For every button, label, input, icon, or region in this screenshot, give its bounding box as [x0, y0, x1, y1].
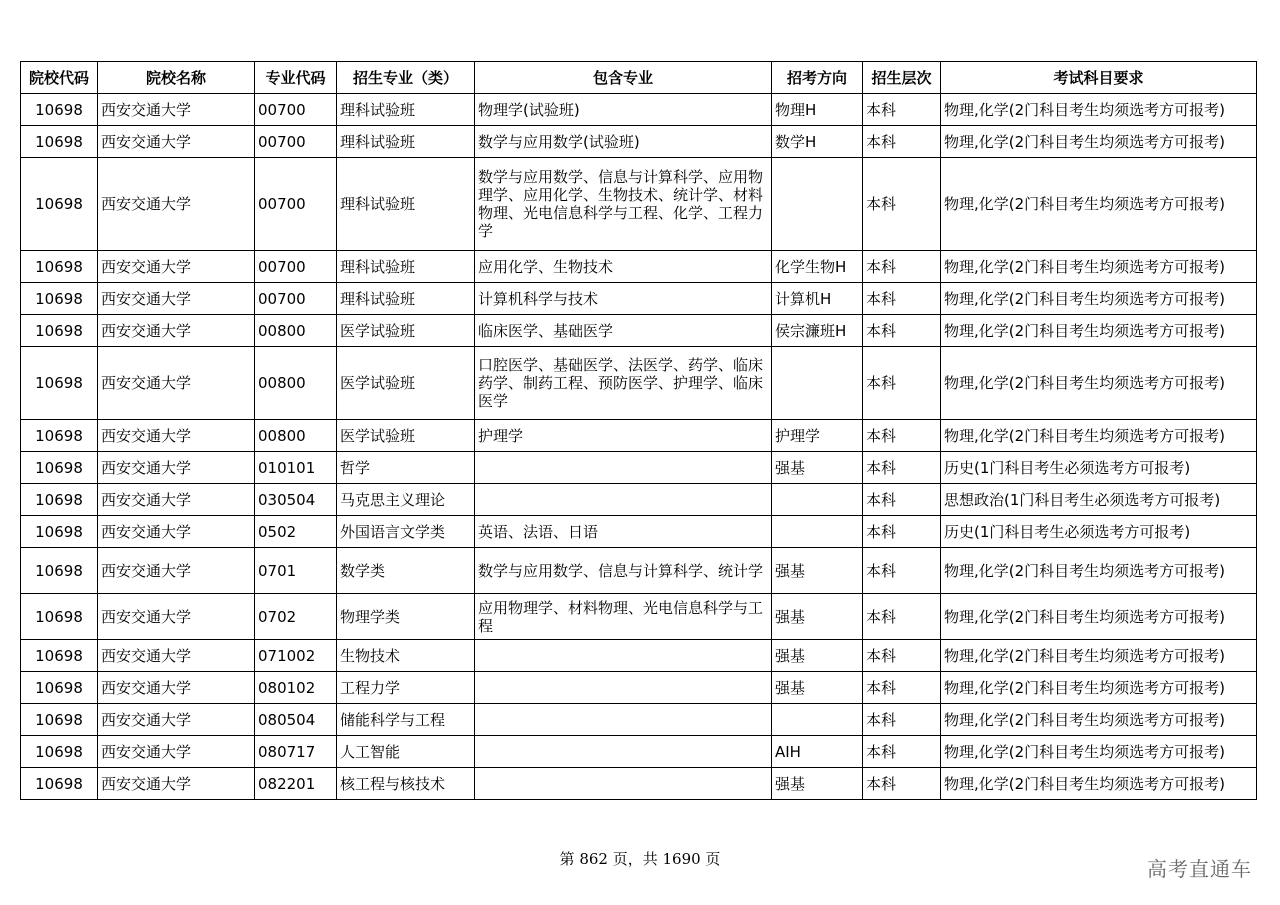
- cell-major-code: 0702: [255, 594, 337, 640]
- cell-school-name: 西安交通大学: [98, 484, 255, 516]
- cell-major: 外国语言文学类: [337, 516, 475, 548]
- cell-major: 马克思主义理论: [337, 484, 475, 516]
- cell-major: 医学试验班: [337, 420, 475, 452]
- cell-level: 本科: [863, 516, 941, 548]
- table-body: [21, 94, 1257, 800]
- cell-requirement: 物理,化学(2门科目考生均须选考方可报考): [941, 283, 1257, 315]
- cell-school-name: 西安交通大学: [98, 315, 255, 347]
- cell-includes: 计算机科学与技术: [475, 283, 772, 315]
- cell-major-code: 071002: [255, 640, 337, 672]
- cell-requirement: 物理,化学(2门科目考生均须选考方可报考): [941, 736, 1257, 768]
- header-requirement: 考试科目要求: [941, 62, 1257, 94]
- cell-requirement: 物理,化学(2门科目考生均须选考方可报考): [941, 126, 1257, 158]
- cell-major-code: 00700: [255, 283, 337, 315]
- cell-level: 本科: [863, 484, 941, 516]
- cell-major-code: 00700: [255, 251, 337, 283]
- cell-direction: 强基: [772, 452, 863, 484]
- header-level: 招生层次: [863, 62, 941, 94]
- cell-includes: 数学与应用数学、信息与计算科学、应用物理学、应用化学、生物技术、统计学、材料物理、光电信息科学与工程、化学、工程力学: [475, 158, 772, 251]
- cell-includes: 数学与应用数学、信息与计算科学、统计学: [475, 548, 772, 594]
- cell-school-code: 10698: [21, 516, 98, 548]
- cell-includes: 物理学(试验班): [475, 94, 772, 126]
- cell-major-code: 0502: [255, 516, 337, 548]
- cell-includes: [475, 704, 772, 736]
- cell-school-code: 10698: [21, 283, 98, 315]
- cell-direction: 化学生物H: [772, 251, 863, 283]
- cell-major: 工程力学: [337, 672, 475, 704]
- cell-requirement: 物理,化学(2门科目考生均须选考方可报考): [941, 420, 1257, 452]
- cell-major-code: 00700: [255, 158, 337, 251]
- cell-direction: 侯宗濂班H: [772, 315, 863, 347]
- cell-major-code: 080504: [255, 704, 337, 736]
- cell-major-code: 010101: [255, 452, 337, 484]
- cell-requirement: 历史(1门科目考生必须选考方可报考): [941, 516, 1257, 548]
- cell-school-code: 10698: [21, 768, 98, 800]
- cell-school-code: 10698: [21, 672, 98, 704]
- table-row: [21, 315, 1257, 347]
- cell-direction: 数学H: [772, 126, 863, 158]
- cell-major: 储能科学与工程: [337, 704, 475, 736]
- cell-direction: 强基: [772, 594, 863, 640]
- cell-requirement: 物理,化学(2门科目考生均须选考方可报考): [941, 594, 1257, 640]
- cell-major-code: 080102: [255, 672, 337, 704]
- table-row: [21, 736, 1257, 768]
- cell-major: 理科试验班: [337, 283, 475, 315]
- cell-direction: [772, 516, 863, 548]
- cell-school-code: 10698: [21, 640, 98, 672]
- cell-major-code: 082201: [255, 768, 337, 800]
- cell-level: 本科: [863, 594, 941, 640]
- table-row: [21, 672, 1257, 704]
- cell-school-name: 西安交通大学: [98, 548, 255, 594]
- cell-major-code: 00700: [255, 126, 337, 158]
- cell-major: 理科试验班: [337, 158, 475, 251]
- header-includes: 包含专业: [475, 62, 772, 94]
- header-major: 招生专业（类）: [337, 62, 475, 94]
- cell-major: 理科试验班: [337, 94, 475, 126]
- cell-includes: [475, 736, 772, 768]
- cell-major: 哲学: [337, 452, 475, 484]
- cell-includes: [475, 672, 772, 704]
- table-row: [21, 347, 1257, 420]
- cell-includes: 护理学: [475, 420, 772, 452]
- cell-school-code: 10698: [21, 736, 98, 768]
- cell-school-name: 西安交通大学: [98, 158, 255, 251]
- cell-level: 本科: [863, 704, 941, 736]
- cell-level: 本科: [863, 315, 941, 347]
- table-row: [21, 158, 1257, 251]
- cell-requirement: 物理,化学(2门科目考生均须选考方可报考): [941, 548, 1257, 594]
- cell-level: 本科: [863, 347, 941, 420]
- cell-requirement: 物理,化学(2门科目考生均须选考方可报考): [941, 672, 1257, 704]
- cell-school-code: 10698: [21, 594, 98, 640]
- cell-school-code: 10698: [21, 347, 98, 420]
- table-row: [21, 94, 1257, 126]
- cell-school-name: 西安交通大学: [98, 516, 255, 548]
- header-row: [21, 62, 1257, 94]
- header-school-name: 院校名称: [98, 62, 255, 94]
- cell-level: 本科: [863, 94, 941, 126]
- cell-includes: [475, 768, 772, 800]
- cell-includes: [475, 484, 772, 516]
- cell-includes: 应用物理学、材料物理、光电信息科学与工程: [475, 594, 772, 640]
- cell-school-name: 西安交通大学: [98, 672, 255, 704]
- cell-school-code: 10698: [21, 704, 98, 736]
- header-direction: 招考方向: [772, 62, 863, 94]
- cell-major: 理科试验班: [337, 251, 475, 283]
- cell-school-code: 10698: [21, 315, 98, 347]
- cell-direction: 物理H: [772, 94, 863, 126]
- page-number: 第 862 页，共 1690 页: [559, 850, 721, 868]
- table-row: [21, 126, 1257, 158]
- cell-level: 本科: [863, 158, 941, 251]
- cell-school-code: 10698: [21, 484, 98, 516]
- cell-requirement: 物理,化学(2门科目考生均须选考方可报考): [941, 94, 1257, 126]
- cell-major-code: 00700: [255, 94, 337, 126]
- cell-level: 本科: [863, 283, 941, 315]
- cell-school-name: 西安交通大学: [98, 594, 255, 640]
- cell-school-name: 西安交通大学: [98, 704, 255, 736]
- cell-level: 本科: [863, 452, 941, 484]
- cell-level: 本科: [863, 548, 941, 594]
- cell-major-code: 080717: [255, 736, 337, 768]
- cell-requirement: 物理,化学(2门科目考生均须选考方可报考): [941, 347, 1257, 420]
- cell-school-name: 西安交通大学: [98, 736, 255, 768]
- cell-school-name: 西安交通大学: [98, 452, 255, 484]
- cell-major: 医学试验班: [337, 347, 475, 420]
- cell-school-code: 10698: [21, 452, 98, 484]
- cell-school-code: 10698: [21, 251, 98, 283]
- cell-level: 本科: [863, 672, 941, 704]
- cell-level: 本科: [863, 768, 941, 800]
- cell-direction: 强基: [772, 548, 863, 594]
- cell-major-code: 030504: [255, 484, 337, 516]
- header-major-code: 专业代码: [255, 62, 337, 94]
- cell-direction: [772, 484, 863, 516]
- cell-school-code: 10698: [21, 126, 98, 158]
- cell-major-code: 00800: [255, 347, 337, 420]
- table-row: [21, 484, 1257, 516]
- cell-major: 核工程与核技术: [337, 768, 475, 800]
- cell-direction: [772, 704, 863, 736]
- cell-school-name: 西安交通大学: [98, 640, 255, 672]
- cell-includes: 应用化学、生物技术: [475, 251, 772, 283]
- cell-direction: 强基: [772, 640, 863, 672]
- cell-major: 医学试验班: [337, 315, 475, 347]
- table-row: [21, 452, 1257, 484]
- table-row: [21, 251, 1257, 283]
- cell-school-name: 西安交通大学: [98, 94, 255, 126]
- table-row: [21, 704, 1257, 736]
- cell-direction: [772, 158, 863, 251]
- cell-school-name: 西安交通大学: [98, 768, 255, 800]
- table-row: [21, 516, 1257, 548]
- watermark: 高考直通车: [1147, 857, 1252, 881]
- cell-major: 生物技术: [337, 640, 475, 672]
- cell-requirement: 思想政治(1门科目考生必须选考方可报考): [941, 484, 1257, 516]
- cell-direction: 护理学: [772, 420, 863, 452]
- table-row: [21, 768, 1257, 800]
- cell-requirement: 物理,化学(2门科目考生均须选考方可报考): [941, 251, 1257, 283]
- cell-includes: 临床医学、基础医学: [475, 315, 772, 347]
- cell-school-name: 西安交通大学: [98, 283, 255, 315]
- cell-requirement: 历史(1门科目考生必须选考方可报考): [941, 452, 1257, 484]
- cell-level: 本科: [863, 736, 941, 768]
- cell-requirement: 物理,化学(2门科目考生均须选考方可报考): [941, 315, 1257, 347]
- cell-school-name: 西安交通大学: [98, 420, 255, 452]
- cell-level: 本科: [863, 640, 941, 672]
- cell-level: 本科: [863, 126, 941, 158]
- cell-level: 本科: [863, 420, 941, 452]
- cell-school-code: 10698: [21, 420, 98, 452]
- table-row: [21, 640, 1257, 672]
- cell-includes: [475, 452, 772, 484]
- cell-direction: [772, 347, 863, 420]
- cell-school-code: 10698: [21, 548, 98, 594]
- cell-direction: 强基: [772, 768, 863, 800]
- cell-school-name: 西安交通大学: [98, 126, 255, 158]
- header-school-code: 院校代码: [21, 62, 98, 94]
- cell-direction: 计算机H: [772, 283, 863, 315]
- cell-major: 数学类: [337, 548, 475, 594]
- cell-major-code: 0701: [255, 548, 337, 594]
- cell-requirement: 物理,化学(2门科目考生均须选考方可报考): [941, 640, 1257, 672]
- cell-school-name: 西安交通大学: [98, 347, 255, 420]
- cell-direction: AIH: [772, 736, 863, 768]
- admissions-table: [20, 61, 1257, 800]
- cell-includes: [475, 640, 772, 672]
- table-row: [21, 548, 1257, 594]
- cell-school-code: 10698: [21, 94, 98, 126]
- cell-school-code: 10698: [21, 158, 98, 251]
- cell-major: 物理学类: [337, 594, 475, 640]
- cell-requirement: 物理,化学(2门科目考生均须选考方可报考): [941, 704, 1257, 736]
- cell-major-code: 00800: [255, 315, 337, 347]
- cell-major: 理科试验班: [337, 126, 475, 158]
- cell-requirement: 物理,化学(2门科目考生均须选考方可报考): [941, 768, 1257, 800]
- cell-includes: 数学与应用数学(试验班): [475, 126, 772, 158]
- table-row: [21, 420, 1257, 452]
- cell-requirement: 物理,化学(2门科目考生均须选考方可报考): [941, 158, 1257, 251]
- cell-major-code: 00800: [255, 420, 337, 452]
- cell-includes: 英语、法语、日语: [475, 516, 772, 548]
- cell-major: 人工智能: [337, 736, 475, 768]
- cell-level: 本科: [863, 251, 941, 283]
- table-row: [21, 594, 1257, 640]
- table-row: [21, 283, 1257, 315]
- cell-direction: 强基: [772, 672, 863, 704]
- cell-school-name: 西安交通大学: [98, 251, 255, 283]
- cell-includes: 口腔医学、基础医学、法医学、药学、临床药学、制药工程、预防医学、护理学、临床医学: [475, 347, 772, 420]
